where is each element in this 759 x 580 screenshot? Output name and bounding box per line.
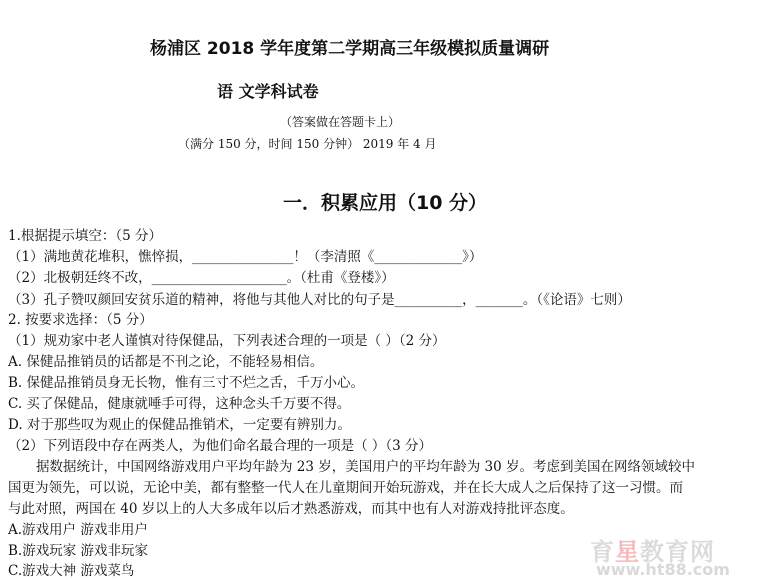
watermark-logo-text: 育星教育网 — [590, 538, 715, 566]
passage-line-1: 据数据统计，中国网络游戏用户平均年龄为 23 岁，美国用户的平均年龄为 30 岁。考虑到美国在网络领域较中 — [36, 459, 696, 475]
question-2-2-option-b: B.游戏玩家 游戏非玩家 — [8, 543, 149, 559]
question-1-1: （1）满地黄花堆积，憔悴损，_______________！（李清照《_____________》） — [8, 249, 483, 265]
question-2-1-option-a: A. 保健品推销员的话都是不刊之论，不能轻易相信。 — [8, 354, 324, 370]
exam-title: 杨浦区 2018 学年度第二学期高三年级模拟质量调研 — [150, 39, 550, 59]
exam-subject: 语 文学科试卷 — [217, 82, 319, 101]
question-2-title: 2. 按要求选择：（5 分） — [8, 312, 153, 328]
section-heading: 一．积累应用（10 分） — [283, 192, 488, 214]
question-2-1: （1）规劝家中老人谨慎对待保健品，下列表述合理的一项是（ ）（2 分） — [8, 333, 446, 349]
question-1-title: 1.根据提示填空：（5 分） — [8, 228, 163, 244]
passage-line-2: 国更为领先，可以说，无论中美，都有整整一代人在儿童期间开始玩游戏，并在长大成人之后保持了这一习惯。而 — [8, 480, 683, 496]
question-2-1-option-b: B. 保健品推销员身无长物，惟有三寸不烂之舌，千万小心。 — [8, 375, 365, 391]
question-1-3: （3）孔子赞叹颜回安贫乐道的精神，将他与其他人对比的句子是__________，_______。（《论语》七则） — [8, 292, 631, 308]
question-2-2-option-a: A.游戏用户 游戏非用户 — [8, 522, 148, 538]
passage-line-3: 与此对照，两国在 40 岁以上的人大多成年以后才熟悉游戏，而其中也有人对游戏持批评态度。 — [8, 501, 574, 517]
question-2-2-option-c: C.游戏大神 游戏菜鸟 — [8, 563, 135, 579]
watermark-url: www.ht88.com — [596, 560, 730, 579]
question-2-2: （2）下列语段中存在两类人，为他们命名最合理的一项是（ ）（3 分） — [8, 438, 433, 454]
question-2-1-option-c: C. 买了保健品，健康就唾手可得，这种念头千万要不得。 — [8, 396, 351, 412]
exam-meta: （满分 150 分，时间 150 分钟） 2019 年 4 月 — [178, 137, 437, 151]
answer-note: （答案做在答题卡上） — [280, 115, 401, 129]
site-watermark — [590, 532, 759, 580]
question-2-1-option-d: D. 对于那些叹为观止的保健品推销术，一定要有辨别力。 — [8, 417, 351, 433]
question-1-2: （2）北极朝廷终不改，____________________。（杜甫《登楼》） — [8, 270, 395, 286]
